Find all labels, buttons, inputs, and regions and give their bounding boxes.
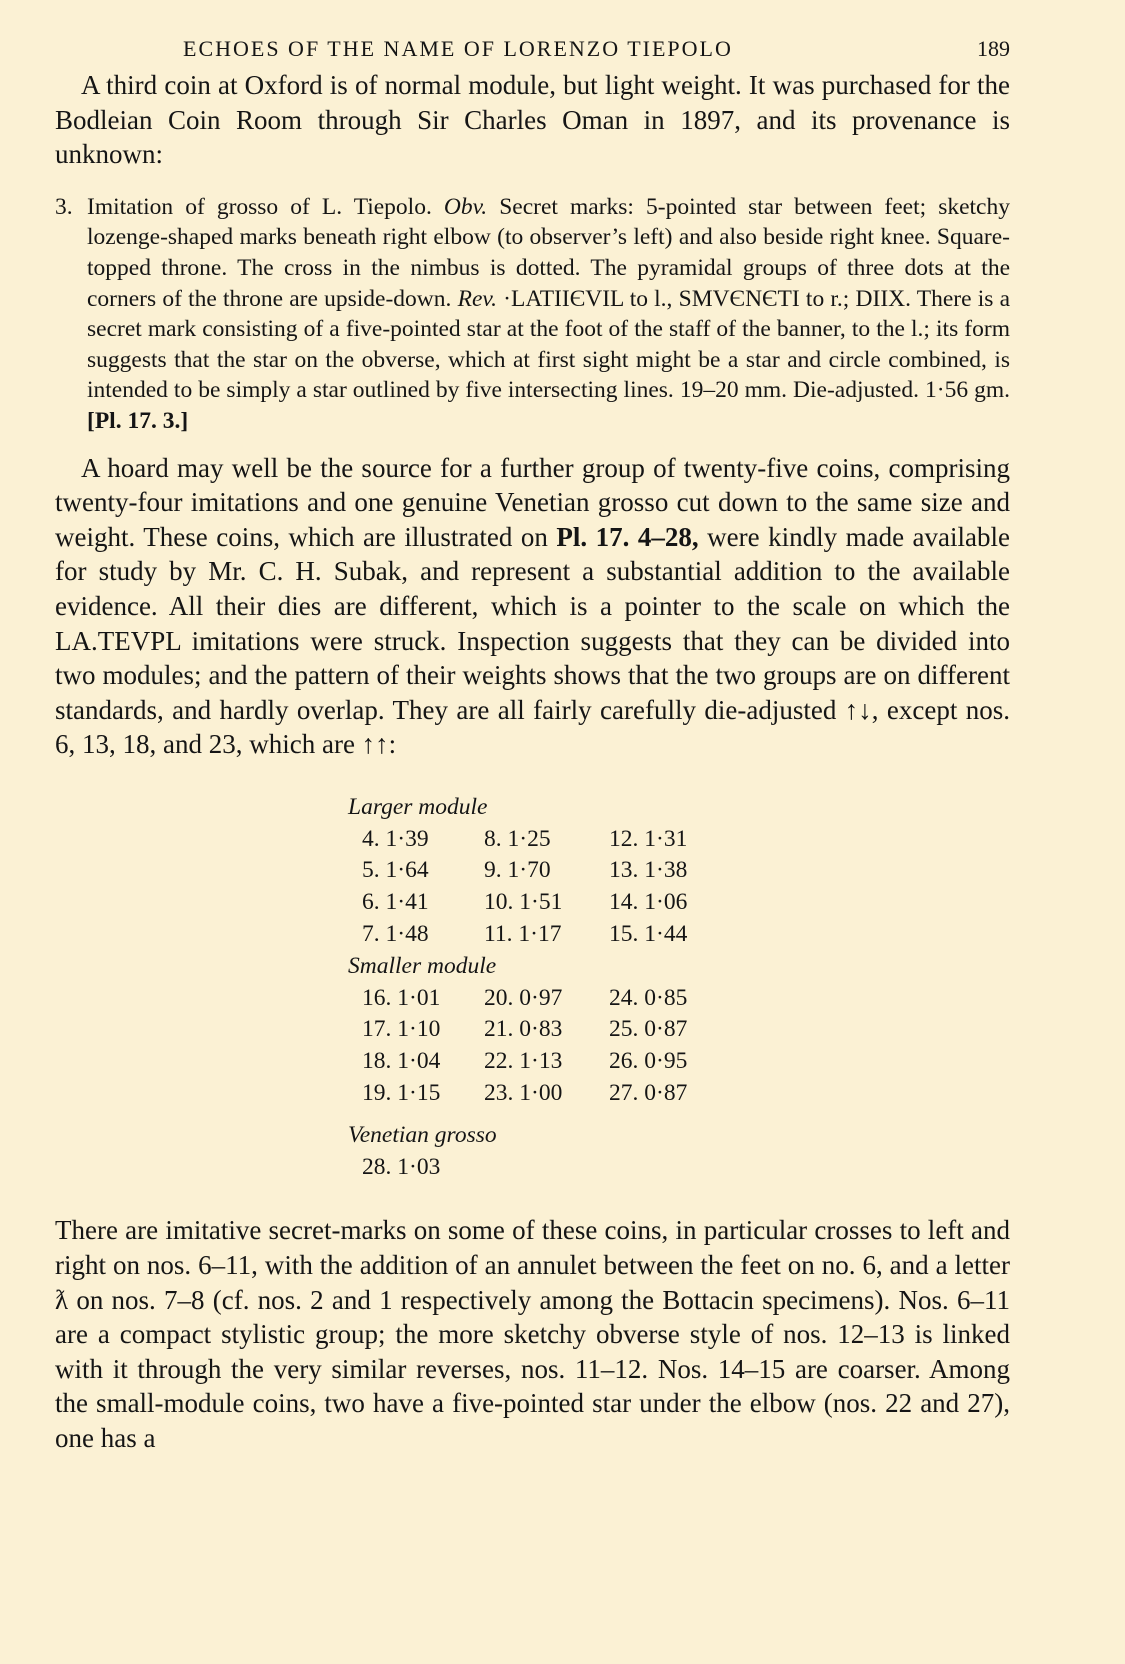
table-row bbox=[348, 919, 1010, 951]
weight-cell: 23. 1·00 bbox=[484, 1080, 563, 1107]
weight-cell: 4. 1·39 bbox=[362, 825, 429, 852]
table-row bbox=[348, 887, 1010, 919]
weight-cell: 22. 1·13 bbox=[484, 1048, 563, 1075]
weight-cell: 9. 1·70 bbox=[484, 857, 551, 884]
hoard-text-start: A hoard may well be the source for a further group of twenty-five coins, comprising twenty-four imitations and one genuine Venetian grosso cut down to the same size and weight. These coins, which are illustrated on bbox=[55, 452, 1010, 552]
weight-cell: 17. 1·10 bbox=[362, 1016, 441, 1043]
weight-cell: 11. 1·17 bbox=[484, 921, 562, 948]
weight-cell: 20. 0·97 bbox=[484, 984, 563, 1011]
table-row bbox=[348, 1046, 1010, 1078]
table-row bbox=[348, 1152, 1010, 1184]
table-row bbox=[348, 1078, 1010, 1110]
plate-reference: [Pl. 17. 3.] bbox=[87, 407, 189, 434]
reverse-description: ·LATIIЄVIL to l., SMVЄNЄTI to r.; DIIX. There is a secret mark consisting of a five-pointed star at the foot of the staff of the banner, to the l.; its form suggests that the star on the obverse, which at first sight might be a star and circle combined, is intended to be simply a star outlined by five intersecting lines. 19–20 mm. Die-adjusted. 1·56 gm. bbox=[87, 285, 1011, 404]
weight-cell: 25. 0·87 bbox=[609, 1016, 688, 1043]
book-page bbox=[55, 28, 1010, 1456]
weight-cell: 21. 0·83 bbox=[484, 1016, 563, 1043]
weight-cell: 14. 1·06 bbox=[609, 889, 688, 916]
table-row bbox=[348, 824, 1010, 856]
table-row bbox=[348, 1014, 1010, 1046]
weights-table bbox=[348, 792, 1010, 1184]
plate-reference-hoard: Pl. 17. 4–28, bbox=[556, 521, 699, 552]
weight-cell: 13. 1·38 bbox=[609, 857, 688, 884]
weight-cell: 24. 0·85 bbox=[609, 984, 688, 1011]
entry-description: Imitation of grosso of L. Tiepolo. bbox=[87, 193, 432, 220]
table-spacer bbox=[348, 1110, 1010, 1120]
weight-cell: 19. 1·15 bbox=[362, 1080, 441, 1107]
hoard-text-end: were kindly made available for study by Mr. C. H. Subak, and represent a substantial addition to the available evidence. All their dies are different, which is a pointer to the scale on which the LA.TEVPL imitations were struck. Inspection suggests that they can be divided into two modules; and the pattern of their weights shows that the two groups are on different standards, and hardly overlap. They are all fairly carefully die-adjusted ↑↓, except nos. 6, 13, 18, and 23, which are ↑↑: bbox=[55, 521, 1010, 760]
weight-cell: 26. 0·95 bbox=[609, 1048, 688, 1075]
weight-cell: 12. 1·31 bbox=[609, 825, 688, 852]
weight-cell: 16. 1·01 bbox=[362, 984, 441, 1011]
running-head bbox=[55, 28, 1010, 68]
weight-cell: 10. 1·51 bbox=[484, 889, 563, 916]
weight-cell: 28. 1·03 bbox=[362, 1153, 441, 1180]
weight-cell: 7. 1·48 bbox=[362, 921, 429, 948]
running-title: ECHOES OF THE NAME OF LORENZO TIEPOLO bbox=[183, 36, 733, 61]
obverse-description: Secret marks: 5-pointed star between feet; sketchy lozenge-shaped marks beneath right elbow (to observer’s left) and also beside right knee. Square-topped throne. The cross in the nimbus is dotted. The pyramidal groups of three dots at the corners of the throne are upside-down. bbox=[87, 193, 1010, 312]
larger-module-heading: Larger module bbox=[348, 793, 488, 820]
paragraph-oxford-coin: A third coin at Oxford is of normal module, but light weight. It was purchased for the Bodleian Coin Room through Sir Charles Oman in 1897, and its provenance is unknown: bbox=[55, 70, 1010, 170]
table-row bbox=[348, 855, 1010, 887]
smaller-module-heading: Smaller module bbox=[348, 952, 497, 979]
entry-number: 3. bbox=[55, 193, 73, 220]
page-number: 189 bbox=[977, 36, 1010, 61]
paragraph-hoard bbox=[55, 451, 1010, 762]
venetian-grosso-heading: Venetian grosso bbox=[348, 1121, 497, 1148]
weight-cell: 18. 1·04 bbox=[362, 1048, 441, 1075]
reverse-label: Rev. bbox=[457, 285, 497, 312]
catalogue-entry-3 bbox=[55, 192, 1010, 437]
table-row bbox=[348, 983, 1010, 1015]
weight-cell: 27. 0·87 bbox=[609, 1080, 688, 1107]
weight-cell: 5. 1·64 bbox=[362, 857, 429, 884]
weight-cell: 6. 1·41 bbox=[362, 889, 429, 916]
weight-cell: 8. 1·25 bbox=[484, 825, 551, 852]
paragraph-secret-marks: There are imitative secret-marks on some of these coins, in particular crosses to left and right on nos. 6–11, with the addition of an annulet between the feet on no. 6, and a letter ƛ on nos. 7–8 (cf. nos. 2 and 1 respectively among the Bottacin specimens). Nos. 6–11 are a compact stylistic group; the more sketchy obverse style of nos. 12–13 is linked with it through the very similar reverses, nos. 11–12. Nos. 14–15 are coarser. Among the small-module coins, two have a five-pointed star under the elbow (nos. 22 and 27), one has a bbox=[55, 1215, 1010, 1453]
obverse-label: Obv. bbox=[443, 193, 488, 220]
weight-cell: 15. 1·44 bbox=[609, 921, 688, 948]
